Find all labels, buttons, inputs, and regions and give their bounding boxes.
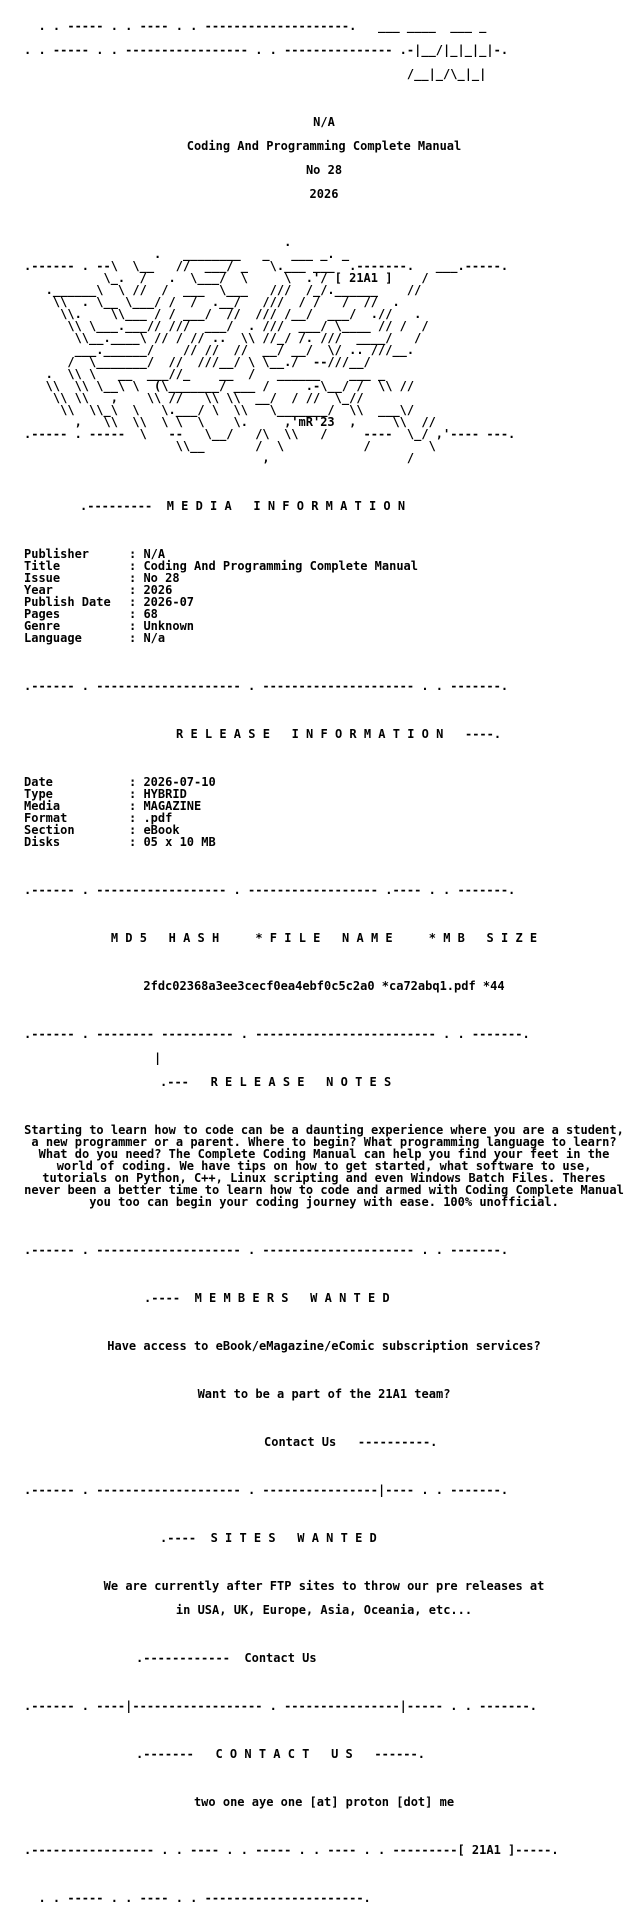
info-separator: : xyxy=(129,787,144,801)
info-separator: : xyxy=(129,631,144,645)
hash-heading: M D 5 H A S H * F I L E N A M E * M B S I Z E xyxy=(110,931,538,945)
info-value: 05 x 10 MB xyxy=(143,835,216,849)
info-separator: : xyxy=(129,547,144,561)
media-info-heading: .--------- M E D I A I N F O R M A T I O N xyxy=(80,499,406,513)
sites-line-1: We are currently after FTP sites to throw our pre releases at xyxy=(103,1579,545,1593)
info-value: N/A xyxy=(143,547,166,561)
sites-contact-label: Contact Us xyxy=(244,1651,317,1665)
logo-art-line: . xyxy=(24,235,509,249)
logo-art-line: / \_______/ // ///__/ \ \__./ --///__/ xyxy=(24,355,501,369)
logo-art-line: \\ \\ , \\ // \\ \\ __/ / // \_// xyxy=(24,391,472,405)
info-row xyxy=(24,620,624,632)
title-issue: No 28 xyxy=(305,163,343,177)
info-separator: : xyxy=(129,775,144,789)
info-row xyxy=(24,584,624,596)
info-label: Year xyxy=(24,583,53,597)
contact-email: two one aye one [at] proton [dot] me xyxy=(193,1795,455,1809)
info-label: Date xyxy=(24,775,53,789)
info-label: Issue xyxy=(24,571,61,585)
logo-art-line: .______\ \ // / ___ \___ /// /_/.______ // xyxy=(24,283,494,297)
release-notes-heading: .--- R E L E A S E N O T E S xyxy=(160,1075,392,1089)
members-line-2: Want to be a part of the 21A1 team? xyxy=(197,1387,451,1401)
logo-art-line: \\. \\___ / / ___/ // /// /__/ ___/ .// . xyxy=(24,307,494,321)
info-label: Publisher xyxy=(24,547,90,561)
info-row xyxy=(24,632,624,644)
members-wanted-heading: .---- M E M B E R S W A N T E D xyxy=(144,1291,390,1305)
section-divider-3: .------ . -------- ---------- . ------------------------- . . -------. xyxy=(24,1027,530,1041)
title-year: 2026 xyxy=(309,187,339,201)
info-row xyxy=(24,596,624,608)
logo-art-line: ___.______/ // // // __/ __/ \/ .. ///__. xyxy=(24,343,501,357)
page-title: Coding And Programming Complete Manual xyxy=(186,139,462,153)
footer-rule-2: . . ----- . . ---- . . ----------------------. xyxy=(24,1891,371,1905)
info-label: Genre xyxy=(24,619,61,633)
info-value: .pdf xyxy=(143,811,173,825)
info-separator: : xyxy=(129,571,144,585)
release-notes-text: Starting to learn how to code can be a daunting experience where you are a student, a new programmer or a parent. Where to begin? What programming language to learn? What do you need? The Complete Coding Manual can help you find your feet in the world of coding. We have tips on how to get started, what software to use, tutorials on Python, C++, Linux scripting and even Windows Batch Files. Theres never been a better time to learn how to code and armed with Coding Complete Manual you too can begin your coding journey with ease. 100% unofficial. xyxy=(24,1123,624,1209)
info-value: 2026-07-10 xyxy=(143,775,216,789)
info-label: Language xyxy=(24,631,82,645)
footer-rule-1: .----------------- . . ---- . . ----- . . ---- . . ---------[ 21A1 ]-----. xyxy=(24,1843,559,1857)
section-divider: .------ . -------------------- . --------------------- . . -------. xyxy=(24,679,509,693)
info-row xyxy=(24,560,624,572)
info-label: Media xyxy=(24,799,61,813)
header-rule-3: /__|_/\_|_| xyxy=(24,67,501,81)
section-divider-6: .------ . ----|------------------ . ----------------|----- . . -------. xyxy=(24,1699,537,1713)
logo-art-line: . ________ _ ___ _. _ xyxy=(24,247,516,261)
release-info-heading: R E L E A S E I N F O R M A T I O N ----. xyxy=(176,727,502,741)
info-row xyxy=(24,824,624,836)
logo-ascii-art xyxy=(24,236,624,464)
logo-art-line: , / xyxy=(24,451,523,465)
info-value: 2026 xyxy=(143,583,173,597)
info-separator: : xyxy=(129,835,144,849)
sites-wanted-heading: .---- S I T E S W A N T E D xyxy=(160,1531,377,1545)
info-label: Format xyxy=(24,811,68,825)
header-rule-4 xyxy=(24,92,624,104)
info-row xyxy=(24,608,624,620)
header-rule-2: . . ----- . . ----------------- . . --------------- .-|__/|_|_|_|-. xyxy=(24,43,509,57)
logo-art-line: \\ \___.___// /// ___/ . /// ___/ \____ // / / xyxy=(24,319,487,333)
sites-contact xyxy=(24,1652,624,1664)
info-value: MAGAZINE xyxy=(143,799,202,813)
release-info-table xyxy=(24,776,624,848)
logo-art-line: \\ . \__ \___/ / / .__/ /// / / / // . xyxy=(24,295,472,309)
info-row xyxy=(24,776,624,788)
logo-art-line: . \\ \ __ ___//_ __ / ______ ___ _ xyxy=(24,367,501,381)
logo-art-line: \\__ / \ / \ xyxy=(24,439,509,453)
info-label: Disks xyxy=(24,835,61,849)
info-separator: : xyxy=(129,619,144,633)
info-separator: : xyxy=(129,607,144,621)
section-divider-3b: | xyxy=(24,1051,162,1065)
info-separator: : xyxy=(129,595,144,609)
info-value: 68 xyxy=(143,607,158,621)
hash-line: 2fdc02368a3ee3cecf0ea4ebf0c5c2a0 *ca72abq1.pdf *44 xyxy=(143,979,505,993)
info-row xyxy=(24,788,624,800)
info-label: Pages xyxy=(24,607,61,621)
title-na: N/A xyxy=(313,115,335,129)
info-row xyxy=(24,800,624,812)
logo-art-line: .------ . --\ \__ // ___/ _ \.___ ___ .-------. ___.-----. xyxy=(24,259,509,273)
info-row xyxy=(24,572,624,584)
info-value: 2026-07 xyxy=(143,595,195,609)
logo-art-line: , \\ \\ \ \ \ \. ,'mR'23 , \\ // xyxy=(24,415,501,429)
info-label: Publish Date xyxy=(24,595,111,609)
members-line-1: Have access to eBook/eMagazine/eComic subscription services? xyxy=(107,1339,541,1353)
info-value: eBook xyxy=(143,823,180,837)
info-row xyxy=(24,812,624,824)
info-value: No 28 xyxy=(143,571,180,585)
info-row xyxy=(24,836,624,848)
header-rule-1: . . ----- . . ---- . . --------------------. ___ ____ ___ _ xyxy=(24,19,494,33)
section-divider-4: .------ . -------------------- . --------------------- . . -------. xyxy=(24,1243,509,1257)
logo-art-line: \_. / . \___/ \ \ .'/ [ 21A1 ] / xyxy=(24,271,487,285)
logo-art-line: .----- . ----- \ -- \__/ /\ \\ / ---- \_/ ,'---- ---. xyxy=(24,427,516,441)
logo-art-line: \\ \\_\ \ \.___/ \ \\ \_______/ \\ ___\/ xyxy=(24,403,487,417)
info-separator: : xyxy=(129,559,144,573)
info-value: N/a xyxy=(143,631,166,645)
info-value: Unknown xyxy=(143,619,195,633)
section-divider-2: .------ . ------------------ . ------------------ .---- . . -------. xyxy=(24,883,516,897)
logo-art-line: \\ \\ \__\ \ (\_______/ ___ / .-\__/ / \\ // xyxy=(24,379,501,393)
info-value: Coding And Programming Complete Manual xyxy=(143,559,418,573)
sites-contact-rule: .------------ xyxy=(136,1651,230,1665)
info-label: Type xyxy=(24,787,53,801)
sites-line-2: in USA, UK, Europe, Asia, Oceania, etc... xyxy=(175,1603,473,1617)
info-separator: : xyxy=(129,799,144,813)
logo-art-line: \\__.____\ // / // .. \\ //_/ /. /// ____/ / xyxy=(24,331,494,345)
info-value: HYBRID xyxy=(143,787,187,801)
section-divider-5: .------ . -------------------- . ----------------|---- . . -------. xyxy=(24,1483,509,1497)
media-info-table xyxy=(24,548,624,644)
info-label: Section xyxy=(24,823,75,837)
nfo-document xyxy=(24,8,624,1916)
info-label: Title xyxy=(24,559,61,573)
info-separator: : xyxy=(129,823,144,837)
info-separator: : xyxy=(129,583,144,597)
contact-us-heading: .------- C O N T A C T U S ------. xyxy=(136,1747,425,1761)
info-separator: : xyxy=(129,811,144,825)
members-contact: Contact Us ----------. xyxy=(264,1435,438,1449)
